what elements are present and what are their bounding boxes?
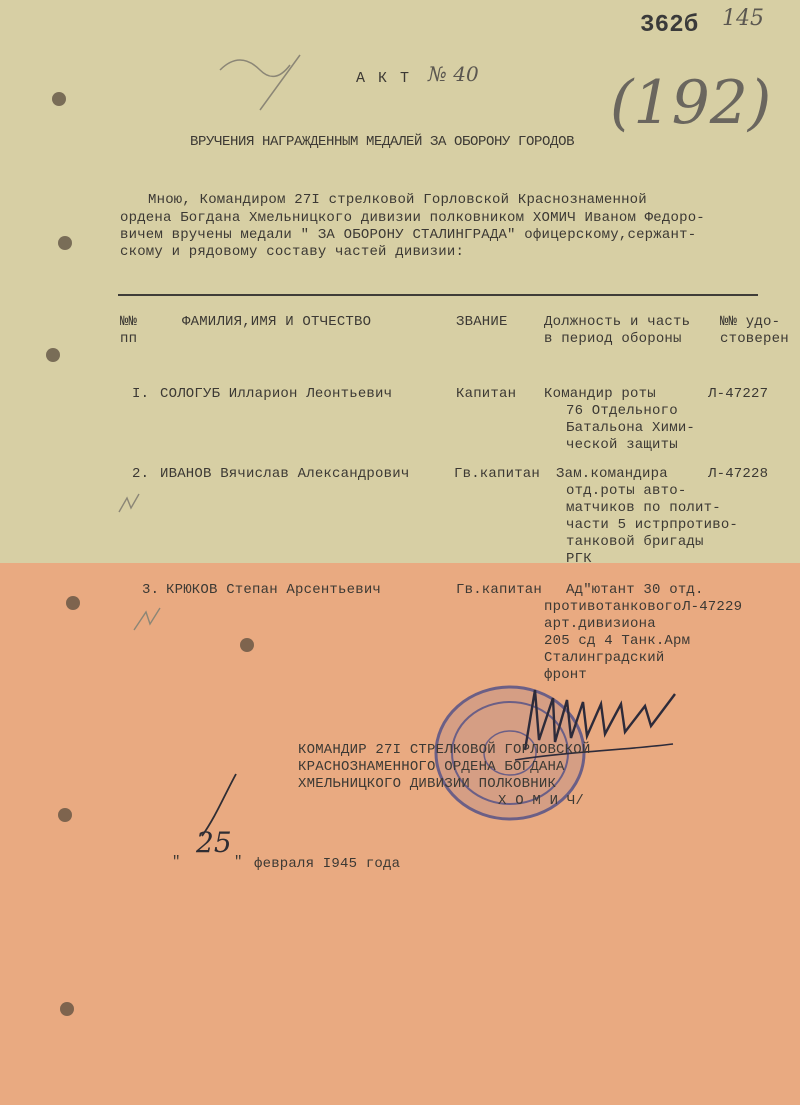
- row-position: Командир роты: [544, 386, 656, 402]
- punch-hole: [240, 638, 254, 652]
- row-num: 3.: [142, 582, 160, 598]
- header-num: №№: [120, 314, 138, 330]
- row-name: СОЛОГУБ Илларион Леонтьевич: [160, 386, 393, 402]
- date-day-stroke: [196, 770, 256, 840]
- date-quote-open: ": [172, 854, 181, 870]
- row-position: части 5 истрпротиво-: [566, 517, 739, 533]
- punch-hole: [66, 596, 80, 610]
- row-rank: Капитан: [456, 386, 517, 402]
- document-title: А К Т: [356, 70, 412, 87]
- signature-name: Х О М И Ч/: [498, 793, 585, 809]
- date-quote-close: ": [234, 854, 243, 870]
- row-position: Сталинградский: [544, 650, 665, 666]
- row-position: отд.роты авто-: [566, 483, 687, 499]
- header-cert: стоверен: [720, 331, 789, 347]
- sheet-number-handwritten: (192): [610, 68, 772, 138]
- row-position: Батальона Хими-: [566, 420, 696, 436]
- punch-hole: [52, 92, 66, 106]
- row-name: ИВАНОВ Вячислав Александрович: [160, 466, 410, 482]
- archive-number-handwritten: 145: [722, 6, 764, 31]
- punch-hole: [60, 1002, 74, 1016]
- date-text: февраля I945 года: [254, 856, 401, 872]
- row-rank: Гв.капитан: [456, 582, 543, 598]
- header-position: Должность и часть: [544, 314, 691, 330]
- row-position: Зам.командира: [556, 466, 668, 482]
- table-top-rule: [118, 294, 758, 296]
- header-position: в период обороны: [544, 331, 682, 347]
- signature-line: ХМЕЛЬНИЦКОГО ДИВИЗИИ ПОЛКОВНИК: [298, 776, 557, 792]
- row-position: РГК: [566, 551, 592, 567]
- document-number-handwritten: № 40: [428, 62, 479, 86]
- row-position: Ад"ютант 30 отд.: [566, 582, 704, 598]
- intro-line: вичем вручены медали " ЗА ОБОРОНУ СТАЛИНГРАДА" офицерскому,сержант-: [120, 227, 697, 243]
- header-cert: №№ удо-: [720, 314, 781, 330]
- row-position: 76 Отдельного: [566, 403, 678, 419]
- signature-line: КРАСНОЗНАМЕННОГО ОРДЕНА БОГДАНА: [298, 759, 565, 775]
- intro-line: скому и рядовому составу частей дивизии:: [120, 244, 465, 260]
- row-num: 2.: [132, 466, 150, 482]
- pencil-check-mark: [115, 490, 145, 520]
- pencil-scribble: [200, 40, 350, 140]
- intro-line: ордена Богдана Хмельницкого дивизии полковником ХОМИЧ Иваном Федоро-: [120, 210, 705, 226]
- intro-line: Мною, Командиром 27I стрелковой Горловской Краснознаменной: [148, 192, 647, 208]
- header-num: пп: [120, 331, 138, 347]
- signature-line: КОМАНДИР 27I СТРЕЛКОВОЙ ГОРЛОВСКОЙ: [298, 742, 591, 758]
- row-position: ческой защиты: [566, 437, 678, 453]
- archive-number: 362б: [640, 12, 699, 39]
- row-cert: Л-47227: [708, 386, 769, 402]
- row-cert: Л-47229: [682, 599, 743, 615]
- punch-hole: [58, 236, 72, 250]
- punch-hole: [58, 808, 72, 822]
- row-name: КРЮКОВ Степан Арсентьевич: [166, 582, 382, 598]
- row-position: 205 сд 4 Танк.Арм: [544, 633, 691, 649]
- row-cert: Л-47228: [708, 466, 769, 482]
- pencil-check-mark: [130, 606, 170, 636]
- punch-hole: [46, 348, 60, 362]
- row-num: I.: [132, 386, 150, 402]
- date-day-handwritten: 25: [196, 826, 232, 859]
- header-rank: ЗВАНИЕ: [456, 314, 508, 330]
- row-position: матчиков по полит-: [566, 500, 721, 516]
- document-subtitle: ВРУЧЕНИЯ НАГРАЖДЕННЫМ МЕДАЛЕЙ ЗА ОБОРОНУ ГОРОДОВ: [190, 134, 575, 150]
- row-position: фронт: [544, 667, 588, 683]
- row-position: противотанкового: [544, 599, 682, 615]
- header-name: ФАМИЛИЯ,ИМЯ И ОТЧЕСТВО: [182, 314, 372, 330]
- row-position: арт.дивизиона: [544, 616, 656, 632]
- row-rank: Гв.капитан: [454, 466, 541, 482]
- row-position: танковой бригады: [566, 534, 704, 550]
